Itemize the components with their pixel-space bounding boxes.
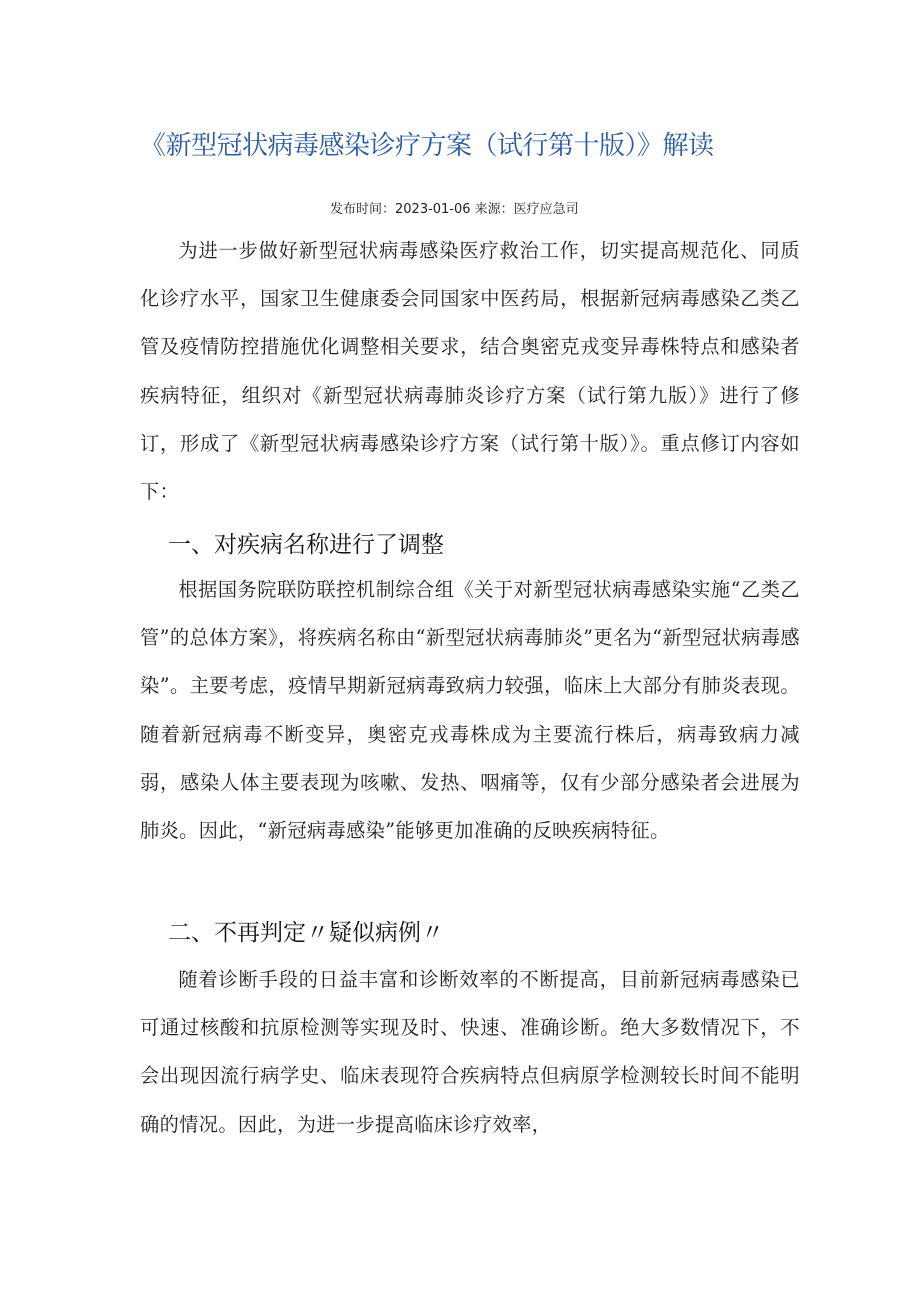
section-2-heading: 二、不再判定〃疑似病例〃 [168,920,444,946]
section-1-paragraph: 根据国务院联防联控机制综合组《关于对新型冠状病毒感染实施“乙类乙管”的总体方案》，将疾病名称由“新型冠状病毒肺炎”更名为“新型冠状病毒感染”。主要考虑，疫情早期新冠病毒致病力较强，临床上大部分有肺炎表现。随着新冠病毒不断变异，奥密克戎毒株成为主要流行株后，病毒致病力减弱，感染人体主要表现为咳嗽、发热、咽痛等，仅有少部分感染者会进展为肺炎。因此，“新冠病毒感染”能够更加准确的反映疾病特征。 [140,578,800,843]
section-1-heading: 一、对疾病名称进行了调整 [168,532,444,558]
publish-meta: 发布时间：2023-01-06 来源：医疗应急司 [330,202,579,217]
intro-paragraph: 为进一步做好新型冠状病毒感染医疗救治工作，切实提高规范化、同质化诊疗水平，国家卫生健康委会同国家中医药局，根据新冠病毒感染乙类乙管及疫情防控措施优化调整相关要求，结合奥密克戎变异毒株特点和感染者疾病特征，组织对《新型冠状病毒肺炎诊疗方案（试行第九版）》进行了修订，形成了《新型冠状病毒感染诊疗方案（试行第十版）》。重点修订内容如下： [140,239,800,504]
article-title: 《新型冠状病毒感染诊疗方案（试行第十版）》解读 [140,131,714,161]
section-2-paragraph: 随着诊断手段的日益丰富和诊断效率的不断提高，目前新冠病毒感染已可通过核酸和抗原检测等实现及时、快速、准确诊断。绝大多数情况下，不会出现因流行病学史、临床表现符合疾病特点但病原学检测较长时间不能明确的情况。因此，为进一步提高临床诊疗效率， [140,968,800,1136]
